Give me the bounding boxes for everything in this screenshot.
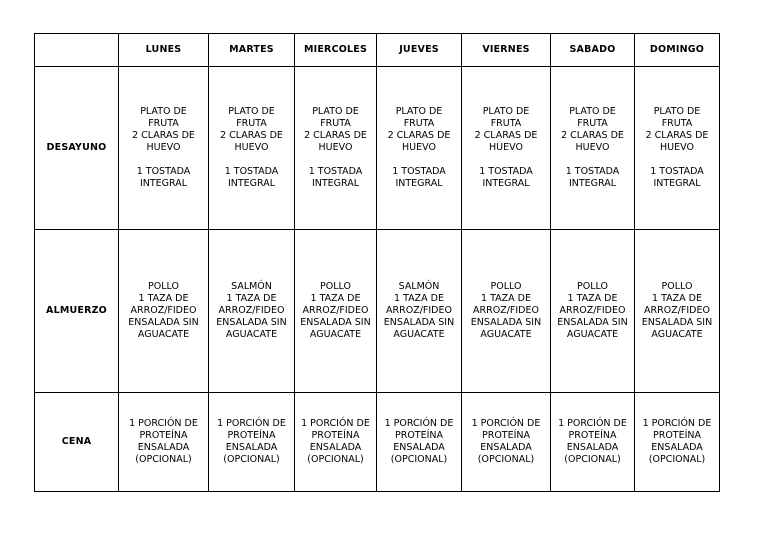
day-header: MIERCOLES [295, 34, 377, 67]
meal-cell: PLATO DE FRUTA 2 CLARAS DE HUEVO 1 TOSTADA INTEGRAL [119, 67, 209, 230]
corner-cell [35, 34, 119, 67]
meal-cell: 1 PORCIÓN DE PROTEÍNA ENSALADA (OPCIONAL) [209, 393, 295, 492]
day-header: LUNES [119, 34, 209, 67]
meal-cell: PLATO DE FRUTA 2 CLARAS DE HUEVO 1 TOSTADA INTEGRAL [635, 67, 720, 230]
meal-cell: 1 PORCIÓN DE PROTEÍNA ENSALADA (OPCIONAL) [119, 393, 209, 492]
day-header: JUEVES [377, 34, 462, 67]
meal-row-cena [35, 393, 720, 492]
meal-cell: POLLO 1 TAZA DE ARROZ/FIDEO ENSALADA SIN AGUACATE [551, 230, 635, 393]
meal-row-desayuno [35, 67, 720, 230]
meal-cell: 1 PORCIÓN DE PROTEÍNA ENSALADA (OPCIONAL) [377, 393, 462, 492]
meal-cell: PLATO DE FRUTA 2 CLARAS DE HUEVO 1 TOSTADA INTEGRAL [377, 67, 462, 230]
meal-cell: 1 PORCIÓN DE PROTEÍNA ENSALADA (OPCIONAL) [551, 393, 635, 492]
meal-cell: POLLO 1 TAZA DE ARROZ/FIDEO ENSALADA SIN AGUACATE [635, 230, 720, 393]
weekly-meal-table [34, 33, 720, 492]
meal-label: DESAYUNO [35, 67, 119, 230]
meal-label: ALMUERZO [35, 230, 119, 393]
meal-cell: SALMÓN 1 TAZA DE ARROZ/FIDEO ENSALADA SIN AGUACATE [209, 230, 295, 393]
meal-cell: POLLO 1 TAZA DE ARROZ/FIDEO ENSALADA SIN AGUACATE [462, 230, 551, 393]
meal-cell: PLATO DE FRUTA 2 CLARAS DE HUEVO 1 TOSTADA INTEGRAL [209, 67, 295, 230]
header-row [35, 34, 720, 67]
day-header: SABADO [551, 34, 635, 67]
meal-cell: PLATO DE FRUTA 2 CLARAS DE HUEVO 1 TOSTADA INTEGRAL [551, 67, 635, 230]
meal-label: CENA [35, 393, 119, 492]
meal-cell: POLLO 1 TAZA DE ARROZ/FIDEO ENSALADA SIN AGUACATE [119, 230, 209, 393]
meal-cell: SALMÓN 1 TAZA DE ARROZ/FIDEO ENSALADA SIN AGUACATE [377, 230, 462, 393]
meal-cell: 1 PORCIÓN DE PROTEÍNA ENSALADA (OPCIONAL) [635, 393, 720, 492]
meal-cell: 1 PORCIÓN DE PROTEÍNA ENSALADA (OPCIONAL) [462, 393, 551, 492]
meal-cell: POLLO 1 TAZA DE ARROZ/FIDEO ENSALADA SIN AGUACATE [295, 230, 377, 393]
day-header: MARTES [209, 34, 295, 67]
meal-cell: PLATO DE FRUTA 2 CLARAS DE HUEVO 1 TOSTADA INTEGRAL [295, 67, 377, 230]
meal-cell: 1 PORCIÓN DE PROTEÍNA ENSALADA (OPCIONAL) [295, 393, 377, 492]
day-header: VIERNES [462, 34, 551, 67]
meal-cell: PLATO DE FRUTA 2 CLARAS DE HUEVO 1 TOSTADA INTEGRAL [462, 67, 551, 230]
day-header: DOMINGO [635, 34, 720, 67]
meal-row-almuerzo [35, 230, 720, 393]
